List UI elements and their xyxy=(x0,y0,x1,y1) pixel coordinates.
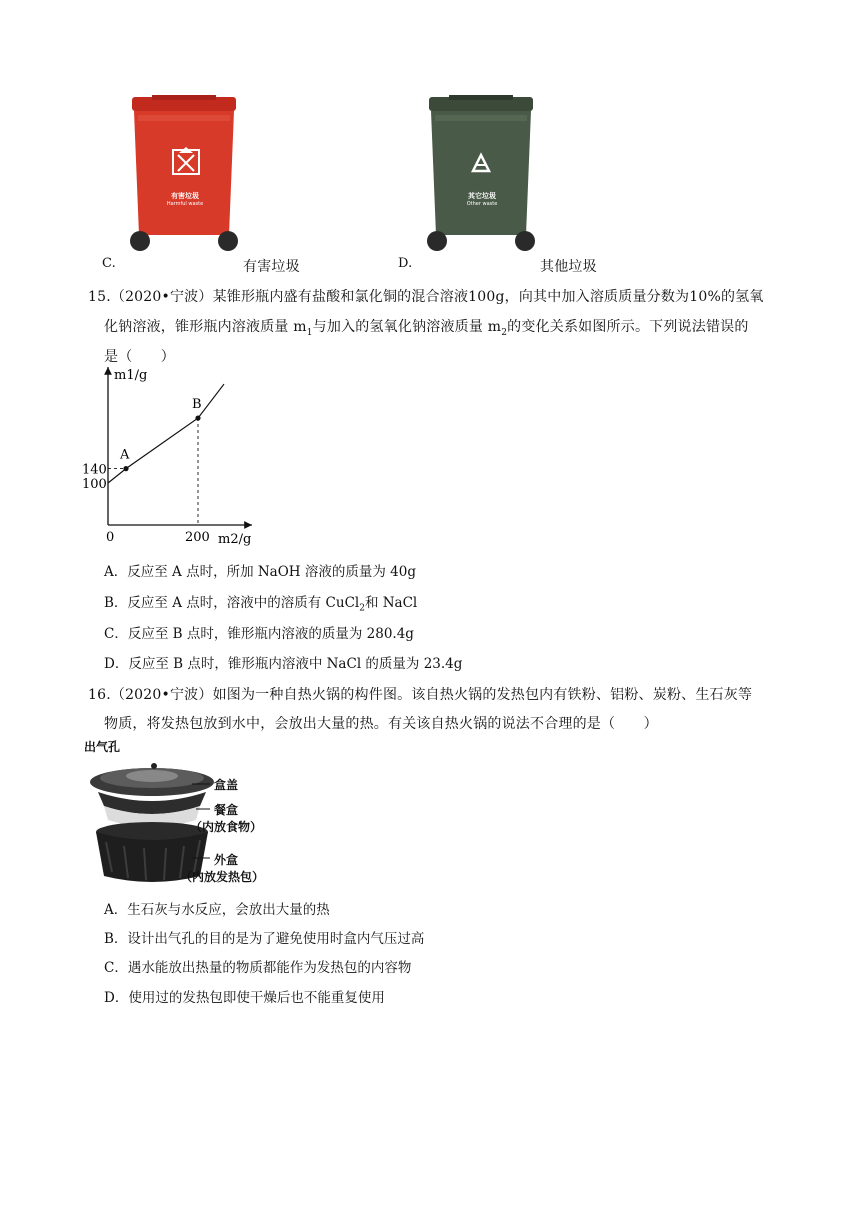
point-b-label: B xyxy=(192,397,202,413)
q15-number: 15. xyxy=(88,289,111,305)
bin-green-label-cn: 其它垃圾 xyxy=(468,192,496,200)
q16-number: 16. xyxy=(88,687,111,703)
meal-box-label: 餐盒 xyxy=(214,803,239,817)
q15-option-b-letter: B． xyxy=(104,595,128,611)
q16-line1 xyxy=(88,684,752,704)
y-axis-label: m1/g xyxy=(114,368,148,383)
q15-option-d-text: 反应至 B 点时，锥形瓶内溶液中 NaCl 的质量为 23.4g xyxy=(128,656,463,672)
meal-box-note: （内放食物） xyxy=(190,820,263,834)
outer-box-note: （内放发热包） xyxy=(180,870,265,884)
q15-chart xyxy=(80,345,270,550)
q15-option-b-sub: 2 xyxy=(359,603,365,614)
y-tick-label-0: 140 xyxy=(82,462,107,478)
point-b xyxy=(195,415,200,420)
q16-option-c xyxy=(104,956,411,976)
bin-red-label-cn: 有害垃圾 xyxy=(171,192,199,200)
option-d-letter: D. xyxy=(398,256,413,271)
q16-source: （2020•宁波） xyxy=(110,687,213,703)
q15-source: （2020•宁波） xyxy=(110,289,213,305)
lid-label: 盒盖 xyxy=(214,778,239,792)
q16-option-b-text: 设计出气孔的目的是为了避免使用时盒内气压过高 xyxy=(127,931,425,947)
q16-option-b xyxy=(104,927,424,947)
q15-option-d xyxy=(104,652,462,672)
q16-line2: 物质，将发热包放到水中，会放出大量的热。有关该自热火锅的说法不合理的是（ ） xyxy=(104,716,658,732)
bin-red-figure xyxy=(126,95,242,255)
option-c-letter: C. xyxy=(102,256,117,271)
x-tick-label-0: 200 xyxy=(185,530,210,545)
point-a-label: A xyxy=(120,447,130,463)
q16-option-d-letter: D． xyxy=(104,990,129,1006)
q15-chart-svg xyxy=(80,345,270,550)
q15-text-2b: 与加入的氢氧化钠溶液质量 m xyxy=(312,319,502,335)
q15-option-c-text: 反应至 B 点时，锥形瓶内溶液的质量为 280.4g xyxy=(127,626,414,642)
q15-option-a-text: 反应至 A 点时，所加 NaOH 溶液的质量为 40g xyxy=(127,564,416,580)
y-tick-label-1: 100 xyxy=(82,477,107,492)
q16-option-b-letter: B． xyxy=(104,931,128,947)
outer-box-label: 外盒 xyxy=(214,853,239,867)
q16-option-d-text: 使用过的发热包即使干燥后也不能重复使用 xyxy=(128,990,385,1006)
bin-red-label-en: Harmful waste xyxy=(166,201,204,207)
bin-green-figure xyxy=(423,95,539,255)
q15-option-c xyxy=(104,622,414,642)
bin-green-label-en: Other waste xyxy=(466,201,498,207)
q15-sub-1: 1 xyxy=(306,327,313,338)
q15-sub-2: 2 xyxy=(501,327,508,338)
q16-option-a-letter: A． xyxy=(104,902,128,918)
q15-line3: 是（ ） xyxy=(104,349,175,365)
q16-option-c-text: 遇水能放出热量的物质都能作为发热包的内容物 xyxy=(127,960,412,976)
q16-text-1: 如图为一种自热火锅的构件图。该自热火锅的发热包内有铁粉、铝粉、炭粉、生石灰等 xyxy=(212,687,753,703)
point-a xyxy=(123,466,128,471)
q15-text-1: 某锥形瓶内盛有盐酸和氯化铜的混合溶液100g，向其中加入溶质质量分数为10%的氢氧 xyxy=(212,289,764,305)
q15-option-d-letter: D． xyxy=(104,656,129,672)
option-d-caption: 其他垃圾 xyxy=(540,259,597,275)
q15-option-a xyxy=(104,560,416,580)
q15-option-b xyxy=(104,591,417,614)
origin-label: 0 xyxy=(106,530,115,545)
option-c-caption: 有害垃圾 xyxy=(243,259,300,275)
q15-text-2a: 化钠溶液，锥形瓶内溶液质量 m xyxy=(104,319,307,335)
q15-option-b-text-a: 反应至 A 点时，溶液中的溶质有 CuCl xyxy=(127,595,360,611)
q15-option-b-text-b: 和 NaCl xyxy=(364,595,418,611)
q16-option-c-letter: C． xyxy=(104,960,128,976)
q15-text-2c: 的变化关系如图所示。下列说法错误的 xyxy=(507,319,749,335)
hotpot-drawing xyxy=(84,740,284,888)
q15-line1 xyxy=(88,286,764,306)
q16-option-a-text: 生石灰与水反应，会放出大量的热 xyxy=(127,902,330,918)
q15-line2 xyxy=(104,316,749,338)
vent-label: 出气孔 xyxy=(84,740,121,754)
q16-option-a xyxy=(104,898,330,918)
hotpot-figure xyxy=(84,740,284,888)
x-axis-label: m2/g xyxy=(218,532,252,547)
q15-option-a-letter: A． xyxy=(104,564,128,580)
q15-option-c-letter: C． xyxy=(104,626,128,642)
q16-option-d xyxy=(104,986,385,1006)
